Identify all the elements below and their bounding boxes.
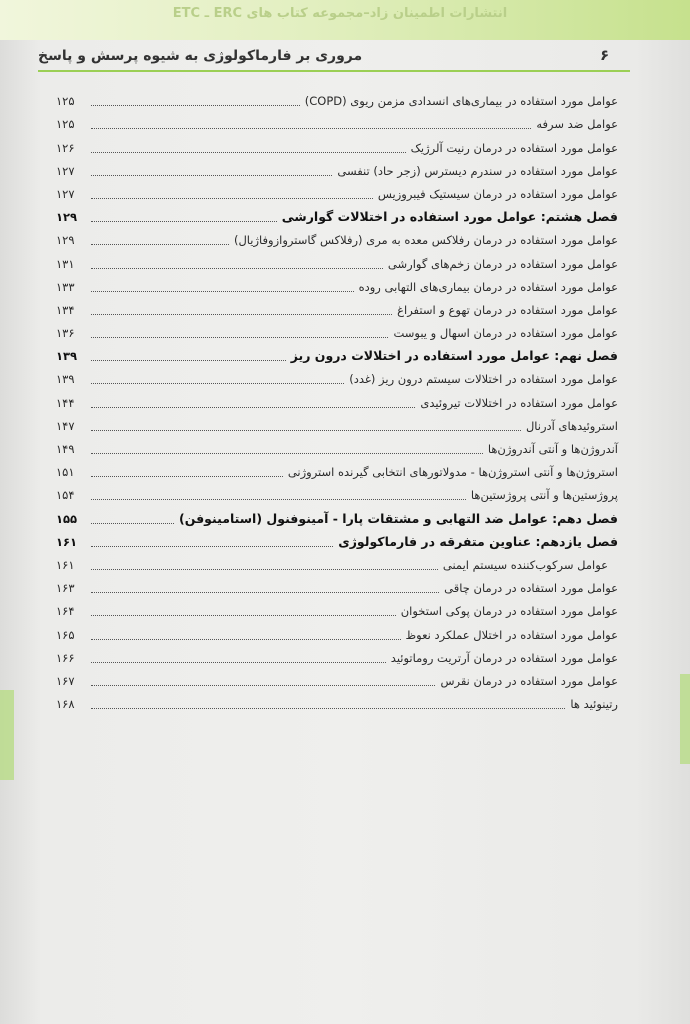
- toc-page-number: ۱۴۷: [56, 418, 75, 433]
- toc-page-number: ۱۶۶: [56, 650, 75, 665]
- toc-title: عوامل مورد استفاده در اختلال عملکرد نعوظ: [405, 627, 618, 642]
- dot-leader: [91, 197, 373, 199]
- page-number: ۶: [600, 46, 610, 64]
- toc-chapter-row: [56, 204, 618, 227]
- toc-page-number: ۱۳۶: [56, 326, 75, 341]
- dot-leader: [91, 127, 531, 129]
- toc-title: رتینوئید ها: [570, 697, 618, 712]
- dot-leader: [91, 591, 439, 593]
- toc-title: عوامل مورد استفاده در بیماری‌های انسدادی مزمن ریوی (COPD): [304, 94, 618, 109]
- dot-leader: [91, 336, 388, 338]
- toc-page-number: ۱۶۷: [56, 673, 75, 688]
- toc-page-number: ۱۶۱: [56, 534, 78, 549]
- toc-title: عوامل مورد استفاده در درمان نقرس: [440, 673, 618, 688]
- toc-entry-row: [56, 575, 618, 598]
- toc-title: عوامل مورد استفاده در درمان تهوع و استفراغ: [397, 302, 618, 317]
- dot-leader: [91, 429, 521, 431]
- toc-title: فصل نهم: عوامل مورد استفاده در اختلالات درون ریز: [290, 348, 618, 364]
- table-of-contents: [56, 88, 618, 714]
- toc-entry-row: [56, 134, 618, 157]
- dot-leader: [91, 614, 396, 616]
- toc-page-number: ۱۶۴: [56, 604, 75, 619]
- toc-page-number: ۱۲۹: [56, 233, 75, 248]
- book-title: مروری بر فارماکولوژی به شیوه پرسش و پاسخ: [38, 48, 363, 64]
- margin-tab-right: [680, 674, 690, 764]
- toc-entry-row: [56, 459, 618, 482]
- toc-page-number: ۱۲۷: [56, 163, 75, 178]
- dot-leader: [91, 545, 333, 547]
- toc-page-number: ۱۵۴: [56, 488, 75, 503]
- dot-leader: [91, 267, 383, 269]
- toc-page-number: ۱۳۳: [56, 279, 75, 294]
- toc-title: عوامل ضد سرفه: [536, 117, 618, 132]
- toc-entry-row: [56, 158, 618, 181]
- toc-title: عوامل مورد استفاده در درمان رفلاکس معده به مری (رفلاکس گاستروازوفاژیال): [233, 233, 618, 248]
- toc-title: عوامل مورد استفاده در درمان زخم‌های گوارشی: [387, 256, 618, 271]
- toc-entry-row: [56, 88, 618, 111]
- toc-page-number: ۱۵۱: [56, 465, 75, 480]
- dot-leader: [91, 452, 483, 454]
- toc-entry-row: [56, 320, 618, 343]
- toc-page-number: ۱۶۸: [56, 697, 75, 712]
- toc-chapter-row: [56, 505, 618, 528]
- toc-entry-row: [56, 413, 618, 436]
- toc-title: عوامل مورد استفاده در سندرم دیسترس (زجر حاد) تنفسی: [337, 163, 618, 178]
- dot-leader: [91, 313, 392, 315]
- toc-page-number: ۱۳۹: [56, 372, 75, 387]
- toc-page-number: ۱۲۵: [56, 94, 75, 109]
- toc-title: فصل دهم: عوامل ضد التهابی و مشتقات پارا - آمینوفنول (استامینوفن): [179, 510, 618, 526]
- toc-page-number: ۱۶۱: [56, 557, 75, 572]
- toc-page-number: ۱۲۵: [56, 117, 75, 132]
- dot-leader: [91, 151, 406, 153]
- header-rule: [38, 70, 630, 72]
- dot-leader: [91, 568, 438, 570]
- toc-page-number: ۱۳۴: [56, 302, 75, 317]
- dot-leader: [91, 220, 277, 222]
- toc-entry-row: [56, 598, 618, 621]
- toc-title: عوامل مورد استفاده در درمان پوکی استخوان: [400, 604, 618, 619]
- toc-entry-row: [56, 227, 618, 250]
- toc-entry-row: [56, 297, 618, 320]
- toc-page-number: ۱۳۹: [56, 349, 78, 364]
- toc-page-number: ۱۵۵: [56, 511, 78, 526]
- toc-entry-row: [56, 181, 618, 204]
- toc-title: عوامل مورد استفاده در درمان رنیت آلرژیک: [410, 140, 618, 155]
- toc-title: عوامل مورد استفاده در اختلالات تیروئیدی: [420, 395, 618, 410]
- toc-chapter-row: [56, 529, 618, 552]
- toc-page-number: ۱۲۹: [56, 210, 78, 225]
- toc-entry-row: [56, 645, 618, 668]
- toc-page-number: ۱۶۵: [56, 627, 75, 642]
- dot-leader: [91, 661, 386, 663]
- toc-title: پروژستین‌ها و آنتی پروژستین‌ها: [470, 488, 618, 503]
- dot-leader: [91, 290, 354, 292]
- toc-entry-row: [56, 274, 618, 297]
- toc-title: عوامل مورد استفاده در درمان اسهال و یبوست: [393, 326, 618, 341]
- toc-entry-row: [56, 389, 618, 412]
- toc-entry-row: [56, 250, 618, 273]
- header-band: [0, 0, 690, 40]
- publisher-line: انتشارات اطمینان زاد–مجموعه کتاب های ERC ـ ETC: [172, 6, 508, 21]
- toc-page-number: ۱۲۷: [56, 186, 75, 201]
- toc-page-number: ۱۳۱: [56, 256, 75, 271]
- toc-page-number: ۱۶۳: [56, 581, 75, 596]
- toc-page-number: ۱۴۴: [56, 395, 75, 410]
- toc-entry-row: [56, 482, 618, 505]
- dot-leader: [91, 406, 415, 408]
- dot-leader: [91, 522, 174, 524]
- dot-leader: [91, 638, 401, 640]
- dot-leader: [91, 684, 435, 686]
- toc-title: آندروژن‌ها و آنتی آندروژن‌ها: [487, 442, 618, 456]
- dot-leader: [91, 243, 229, 245]
- toc-chapter-row: [56, 343, 618, 366]
- toc-title: فصل یازدهم: عناوین متفرقه در فارماکولوژی: [338, 533, 618, 549]
- toc-page-number: ۱۴۹: [56, 442, 75, 456]
- toc-title: عوامل مورد استفاده در درمان سیستیک فیبروزیس: [377, 186, 618, 201]
- dot-leader: [91, 498, 466, 500]
- dot-leader: [91, 174, 332, 176]
- dot-leader: [91, 104, 300, 106]
- dot-leader: [91, 475, 283, 477]
- toc-entry-row: [56, 366, 618, 389]
- toc-entry-row: [56, 621, 618, 644]
- toc-entry-row: [56, 668, 618, 691]
- toc-title: استروئیدهای آدرنال: [525, 418, 618, 433]
- dot-leader: [91, 707, 565, 709]
- toc-page-number: ۱۲۶: [56, 140, 75, 155]
- toc-title: عوامل سرکوب‌کننده سیستم ایمنی: [442, 557, 608, 572]
- margin-tab-left: [0, 690, 14, 780]
- toc-entry-row: [56, 552, 618, 575]
- dot-leader: [91, 382, 344, 384]
- toc-title: استروژن‌ها و آنتی استروژن‌ها - مدولاتورهای انتخابی گیرنده استروژنی: [287, 465, 618, 480]
- toc-title: عوامل مورد استفاده در درمان چاقی: [444, 581, 618, 596]
- toc-title: عوامل مورد استفاده در اختلالات سیستم درون ریز (غدد): [349, 372, 618, 387]
- toc-title: عوامل مورد استفاده در درمان آرتریت روماتوئید: [390, 650, 618, 665]
- toc-entry-row: [56, 436, 618, 459]
- toc-entry-row: [56, 111, 618, 134]
- toc-entry-row: [56, 691, 618, 714]
- dot-leader: [91, 359, 286, 361]
- toc-title: عوامل مورد استفاده در درمان بیماری‌های التهابی روده: [358, 279, 618, 294]
- toc-title: فصل هشتم: عوامل مورد استفاده در اختلالات گوارشی: [281, 209, 618, 225]
